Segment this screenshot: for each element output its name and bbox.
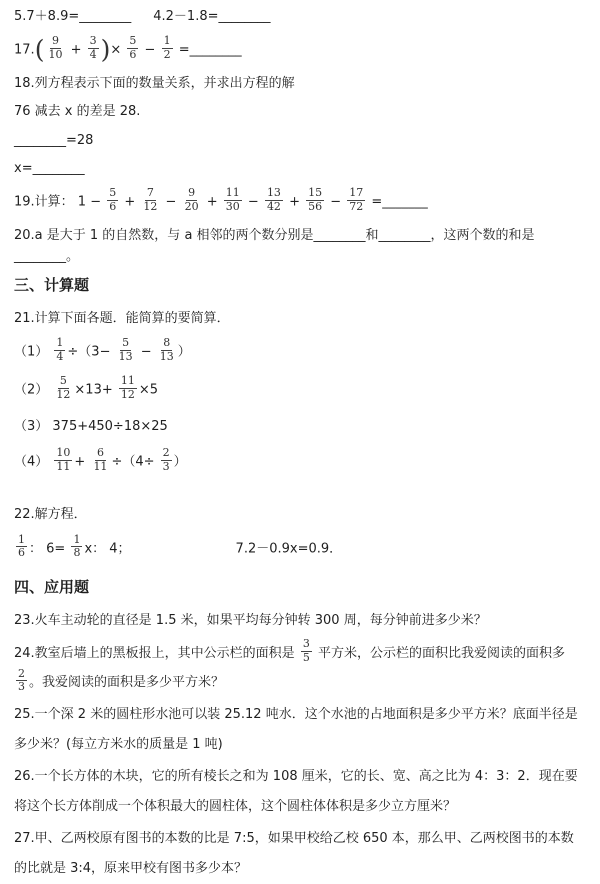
text-run: ÷（4÷: [111, 454, 159, 470]
text-run: 24.教室后墙上的黑板报上，其中公示栏的面积是: [14, 645, 299, 661]
text-run: ÷（3−: [67, 344, 115, 360]
document-line: [14, 446, 584, 478]
fraction-numerator: 1: [56, 336, 64, 350]
fraction-numerator: 3: [302, 636, 310, 650]
text-run: x=________: [14, 161, 85, 177]
text-run: +: [284, 195, 305, 211]
fraction: [162, 35, 173, 61]
spacer: [131, 551, 236, 552]
document-line: [14, 700, 584, 760]
fraction-numerator: 9: [188, 186, 196, 200]
document-line: [14, 636, 584, 699]
text-run: ×5: [138, 382, 159, 398]
text-run: x： 4；: [84, 541, 131, 557]
document-line: [14, 533, 584, 565]
fraction-denominator: 2: [163, 48, 171, 62]
text-run: 三、计算题: [14, 275, 90, 294]
text-run: +: [120, 195, 140, 211]
fraction-numerator: 2: [162, 446, 170, 460]
fraction: [127, 35, 138, 61]
fraction: [46, 35, 64, 61]
text-run: ）: [177, 344, 191, 360]
fraction: [54, 375, 72, 401]
text-run: 21.计算下面各题．能简算的要简算．: [14, 310, 230, 326]
fraction-denominator: 6: [129, 48, 137, 62]
document-line: [14, 610, 584, 631]
text-run: ）: [173, 454, 187, 470]
fraction-denominator: 42: [266, 200, 281, 214]
document-line: [14, 374, 584, 406]
text-run: ________=28: [14, 132, 94, 148]
fraction-denominator: 3: [18, 680, 25, 694]
big-parenthesis: ): [100, 35, 111, 65]
fraction-denominator: 13: [118, 349, 133, 363]
text-run: ×: [110, 43, 126, 59]
text-run: ： 6=: [29, 541, 70, 557]
document-line: [14, 186, 584, 218]
section-heading: [14, 577, 584, 598]
text-run: 。我爱阅读的面积是多少平方米？: [29, 675, 225, 691]
text-run: −: [243, 195, 263, 211]
fraction-denominator: 5: [302, 650, 310, 664]
fraction-numerator: 11: [120, 374, 135, 388]
fraction-denominator: 8: [73, 546, 81, 560]
text-run: 18.列方程表示下面的数量关系，并求出方程的解: [14, 75, 295, 91]
document-line: [14, 225, 584, 268]
text-run: 19.计算： 1 −: [14, 195, 106, 211]
fraction: [183, 187, 201, 213]
fraction-denominator: 12: [56, 387, 71, 401]
fraction-denominator: 12: [120, 387, 135, 401]
fraction-denominator: 11: [56, 459, 71, 473]
fraction: [107, 187, 118, 213]
text-run: 22.解方程．: [14, 507, 87, 523]
fraction-numerator: 5: [59, 374, 67, 388]
fraction: [54, 447, 72, 473]
fraction-denominator: 13: [159, 349, 174, 363]
text-run: 7.2－0.9x=0.9．: [235, 541, 343, 557]
text-run: 平方米，公示栏的面积比我爱阅读的面积多: [313, 645, 565, 661]
document-line: [14, 336, 584, 368]
fraction-numerator: 8: [163, 336, 171, 350]
document-line: [14, 762, 584, 822]
fraction-numerator: 9: [51, 34, 59, 48]
fraction-numerator: 1: [73, 532, 81, 546]
section-heading: [14, 275, 584, 296]
document-line: [14, 34, 584, 66]
document-line: [14, 6, 584, 27]
document-line: [14, 308, 584, 329]
fraction: [54, 337, 65, 363]
text-run: +: [66, 43, 86, 59]
fraction-numerator: 7: [146, 186, 154, 200]
text-run: （4）: [14, 454, 53, 470]
fraction: [158, 337, 176, 363]
fraction: [347, 187, 365, 213]
fraction: [117, 337, 135, 363]
text-run: +: [74, 454, 90, 470]
fraction-numerator: 2: [18, 666, 25, 680]
document-line: [14, 504, 584, 525]
fraction-denominator: 20: [184, 200, 199, 214]
fraction-numerator: 1: [163, 34, 171, 48]
big-parenthesis: (: [34, 35, 45, 65]
fraction-numerator: 1: [18, 532, 25, 546]
text-run: 26.一个长方体的木块，它的所有棱长之和为 108 厘米，它的长、宽、高之比为 4：3：2．现在要将这个长方体削成一个体积最大的圆柱体，这个圆柱体体积是多少立方厘米？: [14, 769, 578, 814]
fraction: [306, 187, 324, 213]
text-run: 17.: [14, 43, 35, 59]
text-run: =_______: [367, 195, 428, 211]
text-run: 27.甲、乙两校原有图书的本数的比是 7:5，如果甲校给乙校 650 本，那么甲、乙两校图书的本数的比就是 3:4，原来甲校有图书多少本？: [14, 830, 574, 876]
fraction-denominator: 11: [93, 459, 108, 473]
text-run: 5.7＋8.9=________: [14, 9, 132, 24]
fraction-numerator: 5: [109, 186, 117, 200]
text-run: （3） 375+450÷18×25: [14, 418, 168, 434]
text-run: （1）: [14, 344, 53, 360]
fraction: [16, 534, 27, 560]
fraction-numerator: 10: [56, 446, 71, 460]
text-run: 20.a 是大于 1 的自然数，与 a 相邻的两个数分别是________和________，这两个数的和是________。: [14, 227, 535, 265]
text-run: 23.火车主动轮的直径是 1.5 米，如果平均每分钟转 300 周，每分钟前进多少米？: [14, 613, 487, 629]
document-line: [14, 130, 584, 151]
document-line: [14, 73, 584, 94]
fraction-denominator: 3: [162, 459, 170, 473]
document-line: [14, 158, 584, 179]
spacer: [131, 19, 153, 20]
fraction: [119, 375, 137, 401]
fraction: [141, 187, 159, 213]
fraction: [16, 668, 27, 694]
text-run: 四、应用题: [14, 578, 90, 597]
text-run: 4.2－1.8=________: [153, 9, 271, 24]
text-run: （2）: [14, 382, 53, 398]
fraction-denominator: 6: [18, 546, 25, 560]
fraction-numerator: 5: [129, 34, 137, 48]
document-line: [14, 413, 584, 440]
text-run: 76 减去 x 的差是 28.: [14, 104, 141, 120]
fraction-numerator: 15: [308, 186, 323, 200]
fraction-denominator: 6: [109, 200, 117, 214]
fraction-numerator: 3: [89, 34, 97, 48]
text-run: ×13+: [74, 382, 117, 398]
fraction-denominator: 72: [349, 200, 364, 214]
fraction: [91, 447, 109, 473]
fraction-numerator: 11: [225, 186, 240, 200]
fraction-numerator: 13: [266, 186, 281, 200]
fraction-denominator: 4: [56, 349, 64, 363]
text-run: −: [326, 195, 346, 211]
text-run: −: [140, 43, 160, 59]
fraction: [224, 187, 242, 213]
fraction-numerator: 6: [96, 446, 104, 460]
fraction-numerator: 17: [349, 186, 364, 200]
text-run: −: [136, 344, 156, 360]
fraction: [265, 187, 283, 213]
text-run: =________: [174, 43, 242, 59]
fraction-denominator: 56: [308, 200, 323, 214]
fraction: [161, 447, 172, 473]
fraction-numerator: 5: [122, 336, 130, 350]
fraction-denominator: 12: [143, 200, 158, 214]
text-run: 25.一个深 2 米的圆柱形水池可以装 25.12 吨水．这个水池的占地面积是多少平方米？底面半径是多少米？(每立方米水的质量是 1 吨): [14, 707, 578, 753]
document-line: [14, 824, 584, 884]
fraction: [88, 35, 99, 61]
text-run: +: [202, 195, 222, 211]
fraction-denominator: 4: [89, 48, 97, 62]
fraction-denominator: 10: [48, 48, 63, 62]
fraction-denominator: 30: [225, 200, 240, 214]
text-run: −: [161, 195, 181, 211]
fraction: [71, 534, 82, 560]
fraction: [301, 638, 312, 664]
document-line: [14, 101, 584, 122]
